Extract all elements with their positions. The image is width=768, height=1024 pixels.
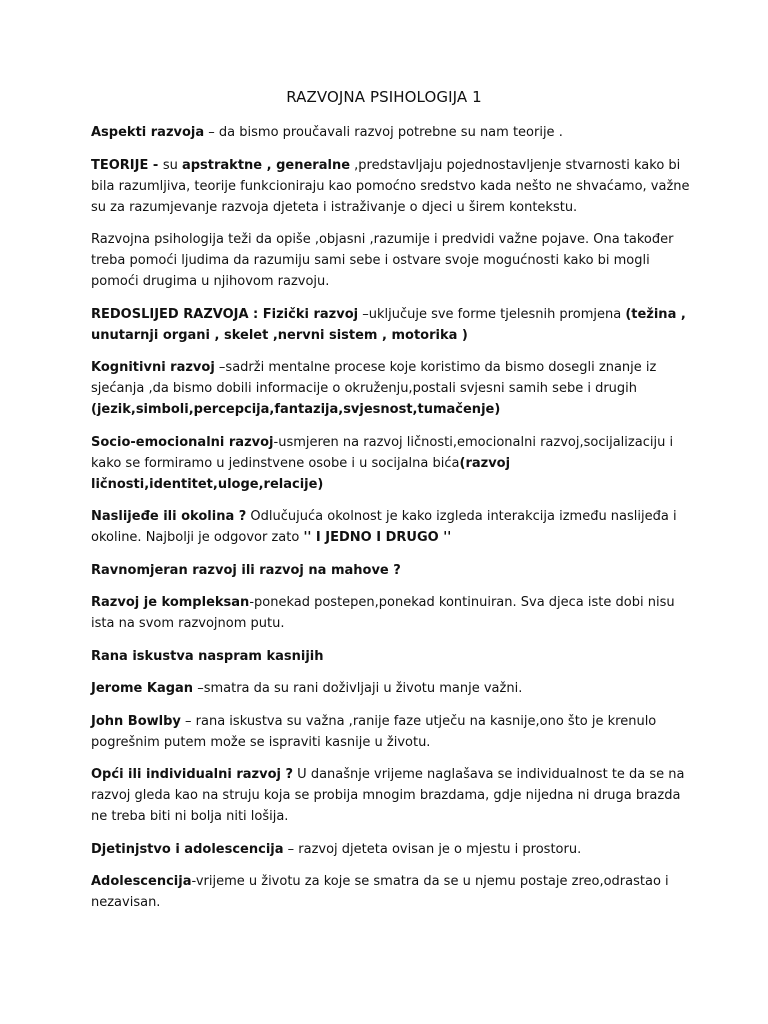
bold-text: Aspekti razvoja — [91, 125, 205, 140]
document-title: RAZVOJNA PSIHOLOGIJA 1 — [286, 88, 482, 106]
paragraph-p5 — [91, 357, 691, 420]
paragraph-p8 — [91, 560, 691, 581]
document-body — [91, 122, 691, 925]
text-segment: su — [162, 157, 182, 173]
text-segment: Razvojna psihologija teži da opiše ,objasni ,razumije i predvidi važne pojave. Ona također treba pomoći ljudima da razumiju sami sebe i ostvare svoje mogućnosti kako bi mogli pomoći drugima u njihovom razvoju. — [91, 232, 674, 289]
bold-text: Djetinjstvo i adolescencija — [91, 841, 284, 857]
bold-text: (jezik,simboli,percepcija,fantazija,svjesnost,tumačenje) — [91, 402, 501, 417]
bold-text: Kognitivni razvoj — [91, 360, 215, 375]
text-segment: U današnje vrijeme naglašava se individualnost te da se na razvoj gleda kao na struju koja se probija mnogim brazdama, gdje nijedna ni druga brazda ne treba biti ni bolja niti lošija. — [91, 767, 685, 824]
bold-text: Socio-emocionalni razvoj — [91, 434, 274, 450]
bold-text: Rana iskustva naspram kasnijih — [91, 648, 324, 664]
text-segment: –smatra da su rani doživljaji u životu manje važni. — [193, 681, 523, 696]
text-segment: -usmjeren na razvoj ličnosti,emocionalni razvoj,socijalizaciju i kako se formiramo u jedinstvene osobe i u socijalna bića — [91, 434, 674, 471]
paragraph-p15 — [91, 871, 691, 913]
paragraph-p12 — [91, 711, 691, 753]
text-segment: -vrijeme u životu za koje se smatra da se u njemu postaje zreo,odrastao i nezavisan. — [91, 874, 669, 910]
text-segment: -ponekad postepen,ponekad kontinuiran. Sva djeca iste dobi nisu ista na svom razvojnom putu. — [91, 595, 675, 631]
bold-text: Opći ili individualni razvoj ? — [91, 767, 294, 782]
bold-text: TEORIJE - — [91, 157, 163, 173]
bold-text: Razvoj je kompleksan — [91, 595, 250, 610]
bold-text: (razvoj ličnosti,identitet,uloge,relacije) — [91, 455, 511, 492]
paragraph-p1 — [91, 122, 691, 143]
bold-text: Naslijeđe ili okolina ? — [91, 509, 247, 524]
paragraph-p4 — [91, 304, 691, 346]
paragraph-p2 — [91, 155, 691, 218]
paragraph-p3 — [91, 229, 691, 292]
bold-text: Ravnomjeran razvoj ili razvoj na mahove ? — [91, 562, 401, 578]
text-segment: ,predstavljaju pojednostavljenje stvarnosti kako bi bila razumljiva, teorije funkcioniraju kao pomoćno sredstvo kada nešto ne shvaćamo, važne su za razumjevanje razvoja djeteta i istraživanje o djeci u širem kontekstu. — [91, 157, 690, 215]
paragraph-p10 — [91, 646, 691, 667]
bold-text: '' I JEDNO I DRUGO '' — [303, 530, 452, 545]
text-segment: Odlučujuća okolnost je kako izgleda interakcija između naslijeđa i okoline. Najbolji je odgovor zato — [91, 509, 677, 545]
bold-text: John Bowlby — [91, 713, 181, 729]
text-segment: –sadrži mentalne procese koje koristimo da bismo dosegli znanje iz sjećanja ,da bismo dobili informacije o okruženju,postali svjesni samih sebe i drugih — [91, 360, 657, 396]
paragraph-p11 — [91, 678, 691, 699]
paragraph-p9 — [91, 592, 691, 634]
paragraph-p7 — [91, 506, 691, 548]
paragraph-p14 — [91, 839, 691, 860]
text-segment: – razvoj djeteta ovisan je o mjestu i prostoru. — [283, 841, 582, 857]
text-segment: – da bismo proučavali razvoj potrebne su nam teorije . — [204, 125, 563, 140]
bold-text: Jerome Kagan — [91, 681, 194, 696]
text-segment: – rana iskustva su važna ,ranije faze utječu na kasnije,ono što je krenulo pogrešnim putem može se ispraviti kasnije u životu. — [91, 713, 657, 750]
bold-text: REDOSLIJED RAZVOJA : Fizički razvoj — [91, 306, 359, 322]
paragraph-p6 — [91, 432, 691, 495]
text-segment: –uključuje sve forme tjelesnih promjena — [358, 306, 626, 322]
bold-text: Adolescencija — [91, 874, 192, 889]
paragraph-p13 — [91, 764, 691, 827]
bold-text: apstraktne , generalne — [181, 157, 351, 173]
bold-text: (težina , unutarnji organi , skelet ,nervni sistem , motorika ) — [91, 306, 686, 343]
